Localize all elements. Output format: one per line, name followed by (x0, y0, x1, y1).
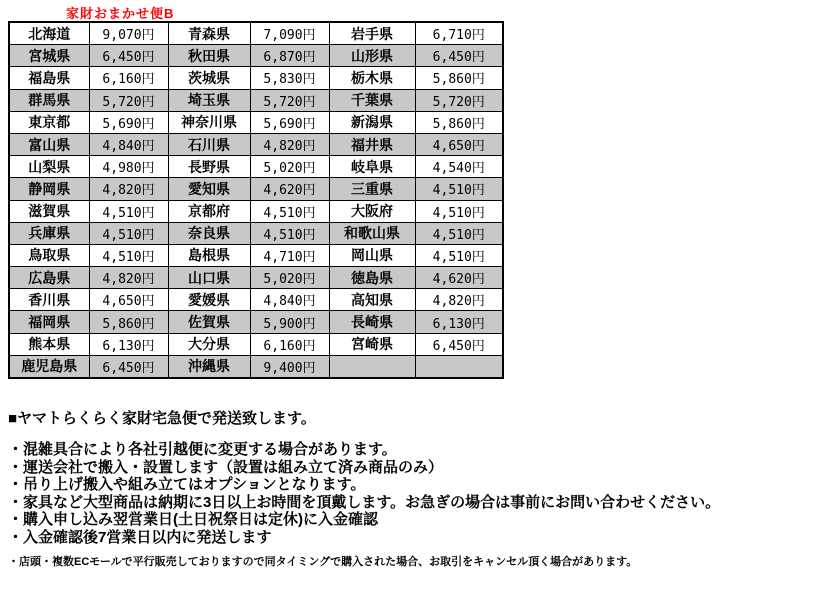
prefecture-cell: 茨城県 (168, 67, 250, 89)
price-cell (415, 355, 503, 378)
prefecture-cell: 長崎県 (329, 311, 415, 333)
fee-table-body (9, 22, 503, 378)
price-cell: 4,820円 (89, 178, 168, 200)
price-cell: 6,450円 (415, 333, 503, 355)
table-row (9, 267, 503, 289)
prefecture-cell: 北海道 (9, 22, 89, 45)
note-bullet: ・入金確認後7営業日以内に発送します (8, 528, 272, 546)
price-cell: 4,620円 (250, 178, 329, 200)
prefecture-cell: 大分県 (168, 333, 250, 355)
prefecture-cell: 秋田県 (168, 45, 250, 67)
price-cell: 4,820円 (89, 267, 168, 289)
price-cell: 4,510円 (415, 222, 503, 244)
prefecture-cell: 宮崎県 (329, 333, 415, 355)
price-cell: 4,510円 (415, 178, 503, 200)
table-row (9, 133, 503, 155)
prefecture-cell: 佐賀県 (168, 311, 250, 333)
prefecture-cell: 東京都 (9, 111, 89, 133)
prefecture-cell: 岐阜県 (329, 156, 415, 178)
table-row (9, 222, 503, 244)
prefecture-cell: 高知県 (329, 289, 415, 311)
prefecture-cell: 岩手県 (329, 22, 415, 45)
prefecture-cell: 奈良県 (168, 222, 250, 244)
price-cell: 5,720円 (250, 89, 329, 111)
prefecture-cell: 静岡県 (9, 178, 89, 200)
prefecture-cell: 徳島県 (329, 267, 415, 289)
price-cell: 4,510円 (250, 200, 329, 222)
table-row (9, 67, 503, 89)
shipping-table-title: 家財おまかせ便B (66, 6, 175, 21)
prefecture-cell: 山梨県 (9, 156, 89, 178)
price-cell: 5,690円 (89, 111, 168, 133)
table-row (9, 355, 503, 378)
price-cell: 4,820円 (250, 133, 329, 155)
prefecture-cell: 長野県 (168, 156, 250, 178)
prefecture-cell: 新潟県 (329, 111, 415, 133)
prefecture-cell: 山口県 (168, 267, 250, 289)
price-cell: 6,450円 (89, 45, 168, 67)
price-cell: 9,400円 (250, 355, 329, 378)
table-row (9, 22, 503, 45)
prefecture-cell: 熊本県 (9, 333, 89, 355)
note-bullet: ・運送会社で搬入・設置します（設置は組み立て済み商品のみ） (8, 458, 444, 476)
prefecture-cell: 神奈川県 (168, 111, 250, 133)
shipping-notes (8, 410, 814, 569)
note-bullet: ・購入申し込み翌営業日(土日祝祭日は定休)に入金確認 (8, 511, 378, 528)
prefecture-cell: 鳥取県 (9, 244, 89, 266)
price-cell: 4,710円 (250, 244, 329, 266)
price-cell: 7,090円 (250, 22, 329, 45)
prefecture-cell: 福島県 (9, 67, 89, 89)
table-row (9, 200, 503, 222)
price-cell: 5,860円 (415, 111, 503, 133)
prefecture-cell: 栃木県 (329, 67, 415, 89)
prefecture-cell: 島根県 (168, 244, 250, 266)
small-note: ・店頭・複数ECモールで平行販売しておりますので同タイミングで購入された場合、お取引をキャンセル頂く場合があります。 (8, 556, 638, 568)
price-cell: 4,980円 (89, 156, 168, 178)
prefecture-cell: 宮城県 (9, 45, 89, 67)
prefecture-cell: 三重県 (329, 178, 415, 200)
note-bullet: ・混雑具合により各社引越便に変更する場合があります。 (8, 441, 397, 458)
prefecture-cell: 富山県 (9, 133, 89, 155)
table-row (9, 156, 503, 178)
price-cell: 4,840円 (89, 133, 168, 155)
price-cell: 6,160円 (250, 333, 329, 355)
price-cell: 6,710円 (415, 22, 503, 45)
price-cell: 5,900円 (250, 311, 329, 333)
table-row (9, 244, 503, 266)
prefecture-cell: 鹿児島県 (9, 355, 89, 378)
prefecture-cell: 愛知県 (168, 178, 250, 200)
prefecture-cell: 京都府 (168, 200, 250, 222)
price-cell: 4,840円 (250, 289, 329, 311)
table-row (9, 89, 503, 111)
price-cell: 6,160円 (89, 67, 168, 89)
prefecture-cell: 千葉県 (329, 89, 415, 111)
table-row (9, 333, 503, 355)
price-cell: 5,020円 (250, 156, 329, 178)
note-bullet: ・家具など大型商品は納期に3日以上お時間を頂戴します。お急ぎの場合は事前にお問い合わせください。 (8, 493, 721, 511)
prefecture-cell: 福井県 (329, 133, 415, 155)
prefecture-cell: 山形県 (329, 45, 415, 67)
price-cell: 9,070円 (89, 22, 168, 45)
price-cell: 4,510円 (89, 222, 168, 244)
prefecture-cell: 群馬県 (9, 89, 89, 111)
table-row (9, 45, 503, 67)
price-cell: 5,830円 (250, 67, 329, 89)
notes-heading: ■ヤマトらくらく家財宅急便で発送致します。 (8, 410, 316, 427)
shipping-fee-table (8, 21, 504, 379)
note-bullet: ・吊り上げ搬入や組み立てはオプションとなります。 (8, 476, 366, 493)
price-cell: 5,720円 (415, 89, 503, 111)
price-cell: 4,510円 (415, 244, 503, 266)
price-cell: 6,870円 (250, 45, 329, 67)
prefecture-cell: 青森県 (168, 22, 250, 45)
prefecture-cell (329, 355, 415, 378)
table-row (9, 178, 503, 200)
price-cell: 4,540円 (415, 156, 503, 178)
table-row (9, 311, 503, 333)
price-cell: 6,130円 (89, 333, 168, 355)
price-cell: 4,620円 (415, 267, 503, 289)
price-cell: 4,650円 (415, 133, 503, 155)
prefecture-cell: 和歌山県 (329, 222, 415, 244)
price-cell: 4,510円 (89, 244, 168, 266)
table-row (9, 289, 503, 311)
price-cell: 6,450円 (89, 355, 168, 378)
price-cell: 6,130円 (415, 311, 503, 333)
prefecture-cell: 香川県 (9, 289, 89, 311)
prefecture-cell: 広島県 (9, 267, 89, 289)
prefecture-cell: 石川県 (168, 133, 250, 155)
price-cell: 5,690円 (250, 111, 329, 133)
prefecture-cell: 大阪府 (329, 200, 415, 222)
price-cell: 4,650円 (89, 289, 168, 311)
prefecture-cell: 福岡県 (9, 311, 89, 333)
price-cell: 4,510円 (415, 200, 503, 222)
price-cell: 5,860円 (415, 67, 503, 89)
prefecture-cell: 兵庫県 (9, 222, 89, 244)
prefecture-cell: 埼玉県 (168, 89, 250, 111)
price-cell: 5,020円 (250, 267, 329, 289)
prefecture-cell: 沖縄県 (168, 355, 250, 378)
price-cell: 5,860円 (89, 311, 168, 333)
price-cell: 4,510円 (89, 200, 168, 222)
prefecture-cell: 愛媛県 (168, 289, 250, 311)
price-cell: 4,820円 (415, 289, 503, 311)
price-cell: 6,450円 (415, 45, 503, 67)
prefecture-cell: 滋賀県 (9, 200, 89, 222)
price-cell: 4,510円 (250, 222, 329, 244)
table-row (9, 111, 503, 133)
prefecture-cell: 岡山県 (329, 244, 415, 266)
price-cell: 5,720円 (89, 89, 168, 111)
